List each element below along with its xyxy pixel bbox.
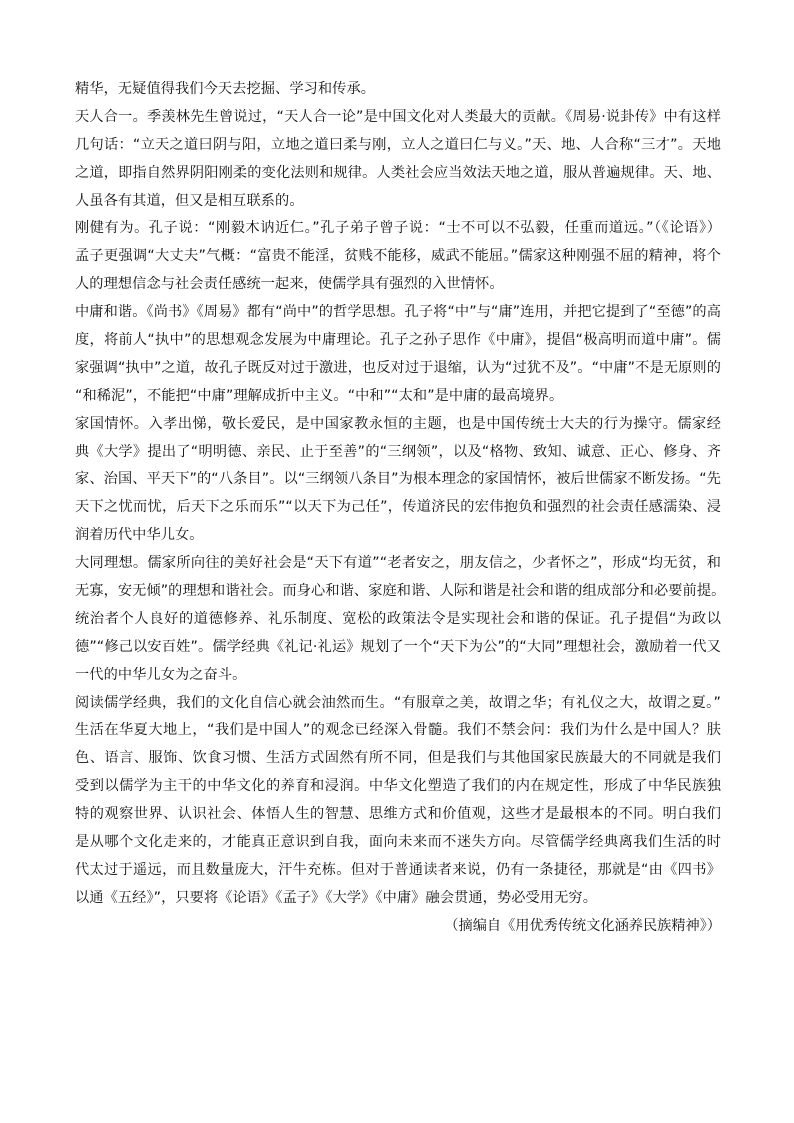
paragraph [75, 690, 721, 913]
document-page [75, 76, 726, 941]
text-line: 无寡，安无倾”的理想和谐社会。而身心和谐、家庭和谐、人际和谐是社会和谐的组成部分和必要前提。 [75, 583, 726, 600]
paragraph [75, 550, 726, 689]
text-line: 孟子更强调“大丈夫”气概：“富贵不能淫，贫贱不能移，威武不能屈。”儒家这种刚强不屈的精神，将个 [75, 248, 721, 265]
text-line: 几句话：“立天之道曰阴与阳，立地之道曰柔与刚，立人之道曰仁与义。”天、地、人合称“三才”。天地 [75, 136, 721, 153]
text-line: 之道，即指自然界阴阳刚柔的变化法则和规律。人类社会应当效法天地之道，服从普遍规律。天、地、 [75, 164, 721, 181]
text-line: 受到以儒学为主干的中华文化的养育和浸润。中华文化塑造了我们的内在规定性，形成了中华民族独 [75, 778, 721, 795]
text-line: 是从哪个文化走来的，才能真正意识到自我，面向未来而不迷失方向。尽管儒学经典离我们生活的时 [75, 834, 721, 851]
source-citation: （摘编自《用优秀传统文化涵养民族精神》） [444, 917, 721, 934]
text-line: 精华，无疑值得我们今天去挖掘、学习和传承。 [75, 81, 376, 97]
text-line: 家、治国、平天下”的“八条目”。以“三纲领八条目”为根本理念的家国情怀，被后世儒家不断发扬。“先 [75, 471, 721, 488]
paragraph [75, 215, 721, 299]
paragraph [75, 104, 721, 216]
text-line: 特的观察世界、认识社会、体悟人生的智慧、思维方式和价值观，这些才是最根本的不同。明白我们 [75, 806, 721, 823]
text-line: 典《大学》提出了“明明德、亲民、止于至善”的“三纲领”，以及“格物、致知、诚意、正心、修身、齐 [75, 443, 721, 460]
text-line: 阅读儒学经典，我们的文化自信心就会油然而生。“有服章之美，故谓之华；有礼仪之大，故谓之夏。” [75, 694, 721, 711]
text-line: 天人合一。季羡林先生曾说过，“天人合一论”是中国文化对人类最大的贡献。《周易·说卦传》中有这样 [75, 108, 721, 125]
paragraph [75, 299, 721, 411]
text-line: 刚健有为。孔子说：“刚毅木讷近仁。”孔子弟子曾子说：“士不可以不弘毅，任重而道远。”（《论语》） [75, 220, 721, 237]
text-line: 家强调“执中”之道，故孔子既反对过于激进，也反对过于退缩，认为“过犹不及”。“中庸”不是无原则的 [75, 359, 721, 376]
text-line: “和稀泥”，不能把“中庸”理解成折中主义。“中和”“太和”是中庸的最高境界。 [75, 387, 564, 404]
paragraph [75, 76, 721, 104]
text-line: 生活在华夏大地上，“我们是中国人”的观念已经深入骨髓。我们不禁会问：我们为什么是中国人？肤 [75, 722, 721, 739]
text-line: 度，将前人“执中”的思想观念发展为中庸理论。孔子之孙子思作《中庸》，提倡“极高明而道中庸”。儒 [75, 332, 721, 349]
paragraph [75, 411, 721, 550]
text-line: 家国情怀。入孝出悌，敬长爱民，是中国家教永恒的主题，也是中国传统士大夫的行为操守。儒家经 [75, 415, 721, 432]
text-line: 德”“修己以安百姓”。儒学经典《礼记·礼运》规划了一个“天下为公”的“大同”理想社会，激励着一代又 [75, 638, 721, 655]
text-line: 代太过于遥远，而且数量庞大，汗牛充栋。但对于普通读者来说，仍有一条捷径，那就是“由《四书》 [75, 861, 721, 878]
text-line: 统治者个人良好的道德修养、礼乐制度、宽松的政策法令是实现社会和谐的保证。孔子提倡“为政以 [75, 610, 721, 627]
text-line: 润着历代中华儿女。 [75, 527, 204, 544]
text-line: 人虽各有其道，但又是相互联系的。 [75, 192, 304, 209]
text-line: 大同理想。儒家所向往的美好社会是“天下有道”“老者安之，朋友信之，少者怀之”，形成“均无贫，和 [75, 555, 721, 572]
text-line: 中庸和谐。《尚书》《周易》都有“尚中”的哲学思想。孔子将“中”与“庸”连用，并把它提到了“至德”的高 [75, 304, 721, 321]
text-line: 天下之忧而忧，后天下之乐而乐”“以天下为己任”，传道济民的宏伟抱负和强烈的社会责任感濡染、浸 [75, 499, 721, 516]
text-line: 人的理想信念与社会责任感统一起来，使儒学具有强烈的入世情怀。 [75, 276, 504, 293]
text-line: 以通《五经》”，只要将《论语》《孟子》《大学》《中庸》融会贯通，势必受用无穷。 [75, 889, 597, 906]
text-line: 一代的中华儿女为之奋斗。 [75, 666, 247, 683]
text-line: 色、语言、服饰、饮食习惯、生活方式固然有所不同，但是我们与其他国家民族最大的不同就是我们 [75, 750, 721, 767]
